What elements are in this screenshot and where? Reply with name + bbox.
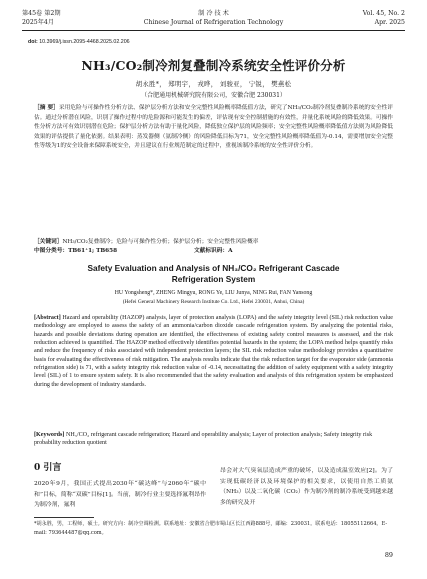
- en-affiliation: (Hefei General Machinery Research Institute Co. Ltd., Hefei 230031, Anhui, China): [122, 299, 305, 305]
- cn-keywords-label: ［关键词］: [34, 239, 63, 245]
- cn-abstract-label: ［摘 要］: [34, 105, 59, 111]
- date-en: Apr. 2025: [374, 18, 405, 26]
- en-keywords-label: [Keywords]: [34, 432, 65, 438]
- intro-left-column: 2020年9月，我国正式提出2030年“碳达峰”与2060年“碳中和”目标，简称“双碳”目标[1]。当前，制冷行业主要选择氟利昂作为制冷剂，氟利: [34, 481, 206, 508]
- clc-value: TB61⁺1; TB658: [68, 248, 118, 254]
- author-footnote: *胡永胜，男，工程师，硕士。研究方向：制冷空调检测。联系地址：安徽省合肥市蜀山区长江西路888号，邮编：230031。联系电话：18055112664。E-mail: 793644487@qq.com。: [34, 521, 388, 536]
- journal-name-en: Chinese Journal of Refrigeration Technology: [143, 18, 284, 26]
- volume-en: Vol. 45, No. 2: [362, 10, 405, 17]
- doc-code-value: A: [228, 248, 233, 254]
- doi-value[interactable]: 10.3969/j.issn.2095-4468.2025.02.206: [39, 39, 130, 45]
- cn-abstract-text: 采用危险与可操作性分析方法、保护层分析方法和安全完整性风险概率降低值方法，研究了NH₃/CO₂制冷剂复叠制冷系统的安全性评估。通过分析潜在风险，识别了操作过程中的危险源和可能发生的偏差，评估现有安全控制措施的有效性，并量化系统风险的降低效果。可操作性分析方法可有效识别潜在危险；保护层分析方法有助于量化风险，降低独立保护层的风险频率；安全完整性风险概率降低值方法则为风险降低效果的评估提供了量化依据。结果表明：蒸发器侧（氨制冷侧）的风险降低目标为71，安全完整性风险概率降低值为-0.14，需要增加安全完整性等级为1的安全设备来保障系统安全，并且建议在行业规范制定的过程中，重视该制冷系统的安全性评价分析。: [34, 105, 393, 150]
- intro-right-column: 昂会对大气臭氧层造成严重的破坏，以及造成温室效应[2]。为了实现低碳经济以及环境保护的相关要求，以使用自然工质氨（NH₃）以及二氧化碳（CO₂）作为制冷剂的制冷系统受到越来越多的研究及开: [220, 468, 393, 506]
- en-title: [22, 263, 405, 285]
- cn-affiliation: （合肥通用机械研究院有限公司，安徽合肥 230031）: [141, 92, 286, 99]
- cn-keywords-text: NH₃/CO₂复叠制冷；危险与可操作性分析；保护层分析；安全完整性风险概率: [62, 239, 259, 245]
- header-center: [22, 10, 405, 27]
- doc-code-label: 文献标识码：: [194, 248, 229, 254]
- en-abstract-text: Hazard and operability (HAZOP) analysis, layer of protection analysis (LOPA) and the safety integrity level (SIL) risk reduction value methodology are employed to assess the safety of an ammonia/carbon dioxide cascade refrigeration system. By analyzing the potential risks, hazards and possible deviations during operation are identified, the effectiveness of existing safety control measures is assessed, and the risk reduction achieved is quantified. The HAZOP method effectively identifies potential hazards in the system; the LOPA method helps quantify risks and reduce the frequency of risks associated with independent protection layers; the SIL risk reduction value methodology provides a quantitative basis for evaluating the effectiveness of risk mitigation. The analysis results indicate that the risk reduction target for the evaporator side (ammonia refrigeration side) is 71, with a safety integrity risk reduction value of -0.14, necessitating the addition of safety equipment with a safety integrity level (SIL) of 1 to ensure system safety. It is also recommended that the safety evaluation and analysis of this refrigeration system be emphasized during the development of industry standards.: [34, 315, 393, 388]
- doi-line: [28, 39, 130, 45]
- en-authors: HU Yongsheng*, ZHENG Mingyu, RONG Ye, LIU Junya, NING Rui, FAN Yansong: [114, 290, 313, 296]
- cn-title: NH₃/CO₂制冷剂复叠制冷系统安全性评价分析: [81, 58, 346, 73]
- en-abstract: [34, 314, 393, 389]
- en-keywords: [34, 431, 393, 448]
- en-keywords-text: NH₃/CO₂ refrigerant cascade refrigeration; Hazard and operability analysis; Layer of protection analysis; Safety integrity risk probability reduction quotient: [34, 432, 373, 447]
- cn-keywords: [34, 238, 393, 246]
- doi-label: doi:: [28, 39, 38, 45]
- cn-authors: 胡永胜*， 郑明宇， 戎晔， 刘骏亚， 宁锐， 樊燕松: [135, 80, 292, 88]
- page-number: 89: [384, 551, 393, 559]
- footnote-rule: [34, 517, 94, 518]
- clc-number: [34, 247, 117, 255]
- en-title-line1: Safety Evaluation and Analysis of NH₃/CO₂ Refrigerant Cascade: [87, 263, 340, 273]
- doc-code: [194, 247, 233, 255]
- header-right: [363, 10, 405, 27]
- en-title-line2: Refrigeration System: [171, 274, 256, 284]
- clc-label: 中图分类号：: [34, 248, 69, 254]
- section-heading-intro: 0 引言: [34, 463, 62, 473]
- en-abstract-label: [Abstract]: [34, 315, 61, 321]
- running-header: [22, 10, 405, 36]
- header-rule: [22, 30, 405, 31]
- journal-name-cn: 制 冷 技 术: [198, 10, 229, 17]
- date-cn: 2025年4月: [22, 18, 55, 26]
- volume-cn: 第45卷 第2期: [22, 10, 61, 17]
- cn-abstract: [34, 104, 393, 152]
